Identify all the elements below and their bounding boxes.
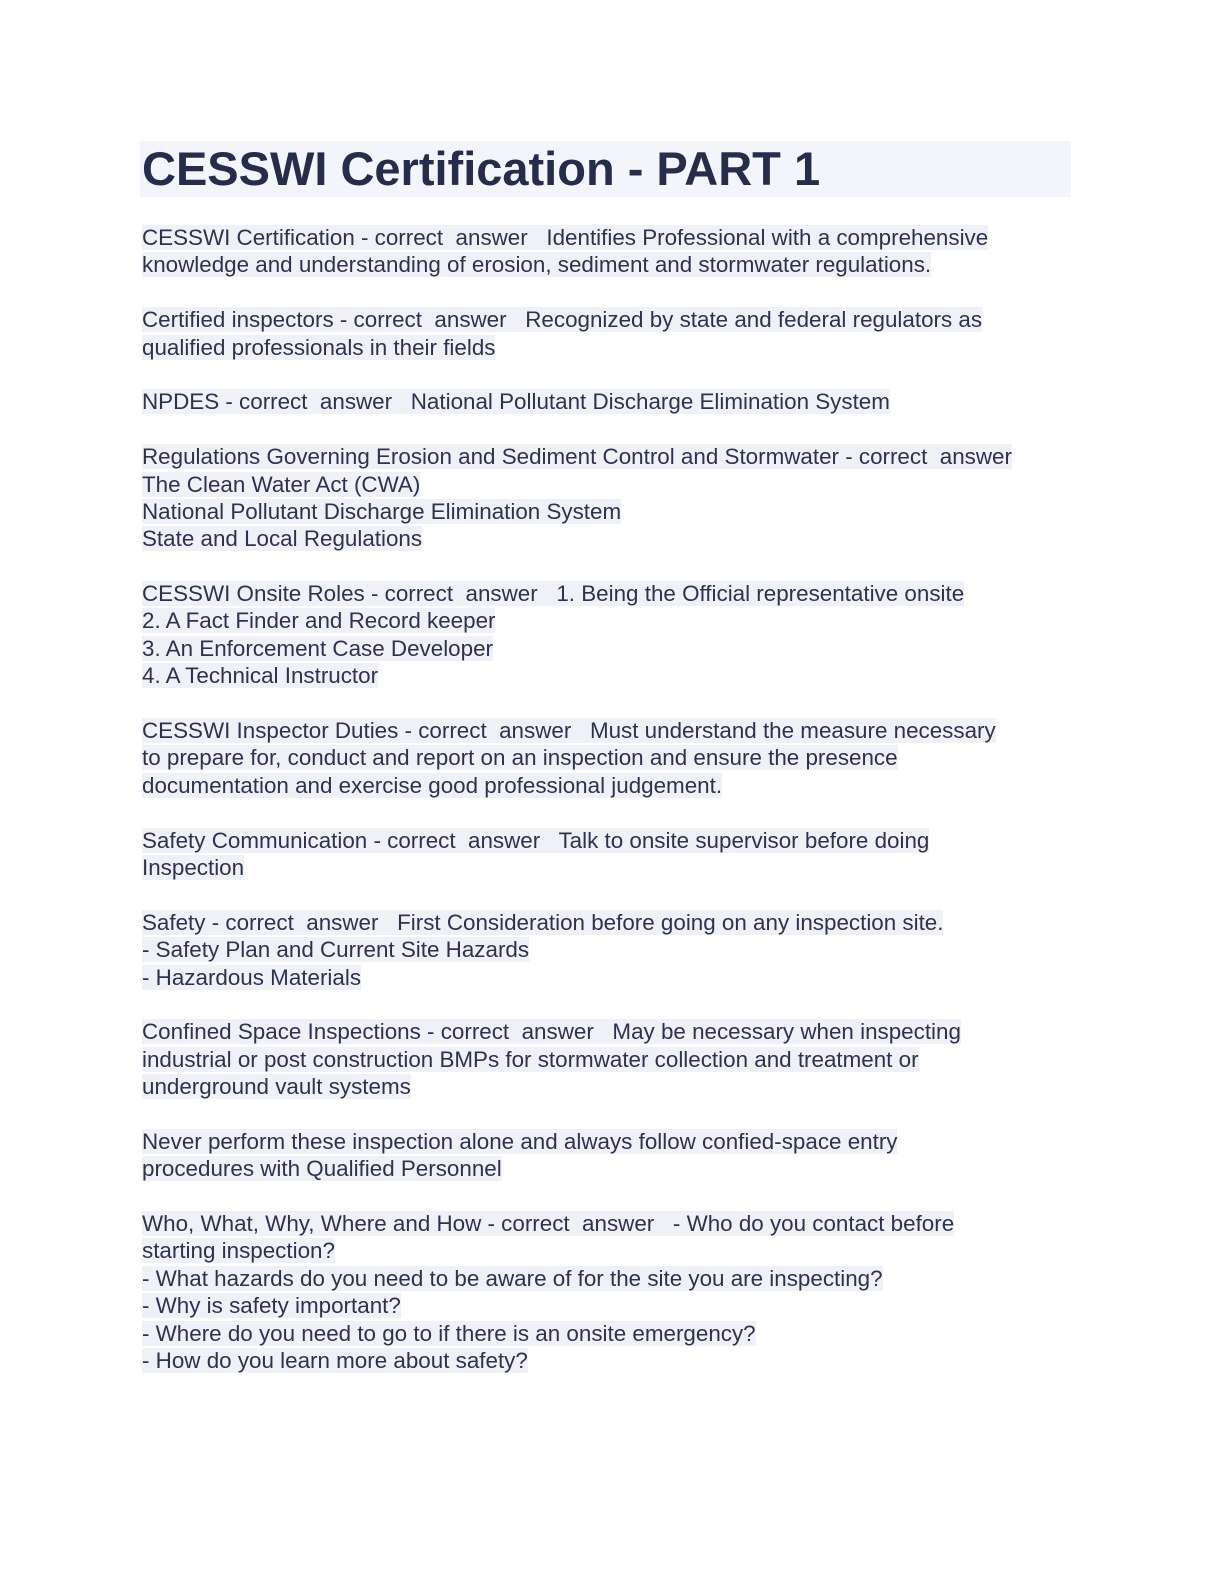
entry-line-text: CESSWI Onsite Roles - correct answer 1. Being the Official representative onsite [142,581,965,607]
entry-line-text: Confined Space Inspections - correct answer May be necessary when inspecting [142,1019,961,1045]
entry-line-text: Certified inspectors - correct answer Recognized by state and federal regulators as [142,307,983,333]
qa-entry [142,306,1082,361]
entry-line [142,607,1082,634]
qa-entry [142,388,1082,415]
entry-line [142,854,1082,881]
entry-line [142,498,1082,525]
qa-entry [142,224,1082,279]
entry-line-text: documentation and exercise good professional judgement. [142,772,723,798]
entry-line-text: qualified professionals in their fields [142,334,496,360]
entry-line-text: - Safety Plan and Current Site Hazards [142,937,530,963]
entry-line [142,525,1082,552]
entry-line [142,772,1082,799]
entry-line-text: - Hazardous Materials [142,964,362,990]
entry-line [142,827,1082,854]
entry-line [142,251,1082,278]
qa-entry [142,580,1082,690]
entry-line [142,1320,1082,1347]
qa-entry [142,1018,1082,1100]
entry-line-text: underground vault systems [142,1074,411,1100]
entry-line [142,1292,1082,1319]
entry-line-text: starting inspection? [142,1238,335,1264]
entry-line [142,1128,1082,1155]
entry-line [142,471,1082,498]
entry-line [142,1237,1082,1264]
entry-line-text: to prepare for, conduct and report on an inspection and ensure the presence [142,745,898,771]
page-title: CESSWI Certification - PART 1 [142,142,821,195]
entry-line-text: CESSWI Inspector Duties - correct answer Must understand the measure necessary [142,718,996,744]
entry-line [142,443,1082,470]
qa-entry [142,1128,1082,1183]
entry-line-text: State and Local Regulations [142,526,423,552]
entry-line [142,1265,1082,1292]
entry-line-text: Safety - correct answer First Consideration before going on any inspection site. [142,909,944,935]
entry-line [142,224,1082,251]
document-page [142,141,1082,1402]
entry-line-text: - What hazards do you need to be aware of for the site you are inspecting? [142,1265,883,1291]
entry-line-text: Safety Communication - correct answer Talk to onsite supervisor before doing [142,827,930,853]
entry-line-text: National Pollutant Discharge Elimination System [142,498,622,524]
entry-line-text: CESSWI Certification - correct answer Identifies Professional with a comprehensive [142,225,989,250]
entry-line [142,635,1082,662]
entry-line-text: The Clean Water Act (CWA) [142,471,421,497]
entry-line-text: Inspection [142,854,245,880]
entry-line [142,334,1082,361]
entries-list [142,224,1082,1374]
entry-line-text: - Where do you need to go to if there is an onsite emergency? [142,1320,756,1346]
entry-line [142,306,1082,333]
entry-line-text: industrial or post construction BMPs for stormwater collection and treatment or [142,1046,919,1072]
entry-line-text: Who, What, Why, Where and How - correct answer - Who do you contact before [142,1211,955,1237]
qa-entry [142,443,1082,553]
entry-line [142,936,1082,963]
entry-line [142,1210,1082,1237]
entry-line [142,717,1082,744]
entry-line [142,1347,1082,1374]
entry-line-text: - How do you learn more about safety? [142,1348,528,1374]
entry-line [142,909,1082,936]
entry-line-text: NPDES - correct answer National Pollutant Discharge Elimination System [142,389,890,415]
entry-line [142,744,1082,771]
qa-entry [142,1210,1082,1374]
entry-line-text: 4. A Technical Instructor [142,663,379,689]
entry-line [142,1155,1082,1182]
entry-line [142,964,1082,991]
entry-line [142,388,1082,415]
entry-line-text: Regulations Governing Erosion and Sediment Control and Stormwater - correct answer [142,444,1012,470]
qa-entry [142,717,1082,799]
entry-line-text: knowledge and understanding of erosion, sediment and stormwater regulations. [142,252,932,278]
qa-entry [142,827,1082,882]
entry-line-text: Never perform these inspection alone and always follow confied-space entry [142,1128,898,1154]
title-highlight [140,141,1071,197]
entry-line-text: 2. A Fact Finder and Record keeper [142,608,496,634]
entry-line [142,1046,1082,1073]
entry-line [142,662,1082,689]
entry-line [142,1073,1082,1100]
entry-line-text: 3. An Enforcement Case Developer [142,635,493,661]
entry-line [142,580,1082,607]
qa-entry [142,909,1082,991]
entry-line-text: - Why is safety important? [142,1293,401,1319]
entry-line-text: procedures with Qualified Personnel [142,1156,502,1182]
entry-line [142,1018,1082,1045]
